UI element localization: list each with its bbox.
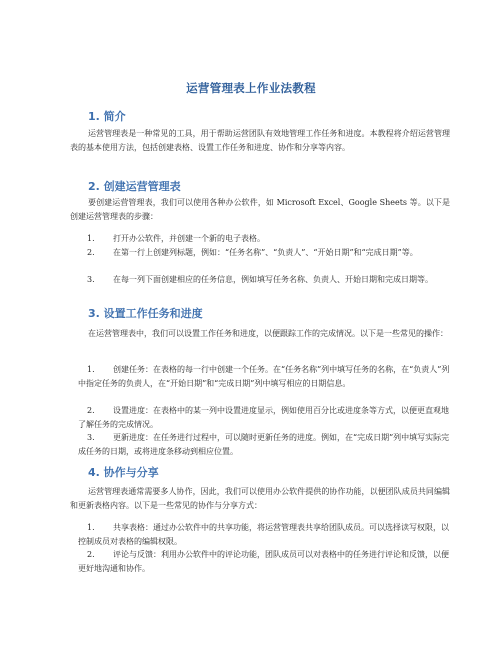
document-title: 运营管理表上作业法教程 (186, 81, 316, 95)
list-item (78, 232, 450, 246)
list-number: 1. (87, 234, 95, 243)
list-number: 2. (87, 248, 95, 257)
list-text: 设置进度：在表格中的某一列中设置进度显示，例如使用百分比或进度条等方式，以便更直观地了解任务的完成情况。 (78, 406, 449, 429)
list-text: 打开办公软件，并创建一个新的电子表格。 (113, 234, 265, 243)
list-text: 评论与反馈：利用办公软件中的评论功能，团队成员可以对表格中的任务进行评论和反馈，以便更好地沟通和协作。 (78, 550, 449, 573)
list-text: 共享表格：通过办公软件中的共享功能，将运营管理表共享给团队成员。可以选择读写权限，以控制成员对表格的编辑权限。 (78, 523, 449, 546)
list-text: 在第一行上创建列标题，例如：“任务名称”、“负责人”、“开始日期”和“完成日期”等。 (113, 248, 418, 257)
paragraph: 运营管理表通常需要多人协作，因此，我们可以使用办公软件提供的协作功能，以便团队成员共同编辑和更新表格内容。以下是一些常见的协作与分享方式： (70, 487, 450, 510)
section-heading-collab: 4. 协作与分享 (88, 466, 159, 479)
list-item (78, 363, 450, 390)
paragraph: 要创建运营管理表，我们可以使用各种办公软件，如 Microsoft Excel、Google Sheets 等。以下是创建运营管理表的步骤： (70, 198, 450, 221)
list-number: 2. (87, 550, 95, 559)
list-item (78, 273, 450, 287)
list-number: 1. (87, 523, 95, 532)
list-number: 1. (87, 365, 95, 374)
list-number: 3. (87, 275, 95, 284)
list-item (78, 246, 450, 260)
section-heading-tasks: 3. 设置工作任务和进度 (88, 307, 203, 320)
list-text: 创建任务：在表格的每一行中创建一个任务。在“任务名称”列中填写任务的名称，在“负责人”列中指定任务的负责人，在“开始日期”和“完成日期”列中填写相应的日期信息。 (78, 365, 450, 388)
paragraph: 运营管理表是一种常见的工具，用于帮助运营团队有效地管理工作任务和进度。本教程将介绍运营管理表的基本使用方法，包括创建表格、设置工作任务和进度、协作和分享等内容。 (70, 129, 450, 152)
list-item (78, 521, 450, 548)
paragraph: 在运营管理表中，我们可以设置工作任务和进度，以便跟踪工作的完成情况。以下是一些常见的操作： (88, 329, 448, 338)
list-text: 更新进度：在任务进行过程中，可以随时更新任务的进度。例如，在“完成日期”列中填写实际完成任务的日期，或将进度条移动到相应位置。 (78, 433, 450, 456)
list-number: 3. (87, 433, 95, 442)
list-item (78, 548, 450, 575)
list-item (78, 404, 450, 431)
list-item (78, 431, 450, 458)
section-heading-intro: 1. 简介 (88, 110, 126, 123)
list-number: 2. (87, 406, 95, 415)
list-text: 在每一列下面创建相应的任务信息，例如填写任务名称、负责人、开始日期和完成日期等。 (113, 275, 433, 284)
section-heading-create: 2. 创建运营管理表 (88, 180, 181, 193)
